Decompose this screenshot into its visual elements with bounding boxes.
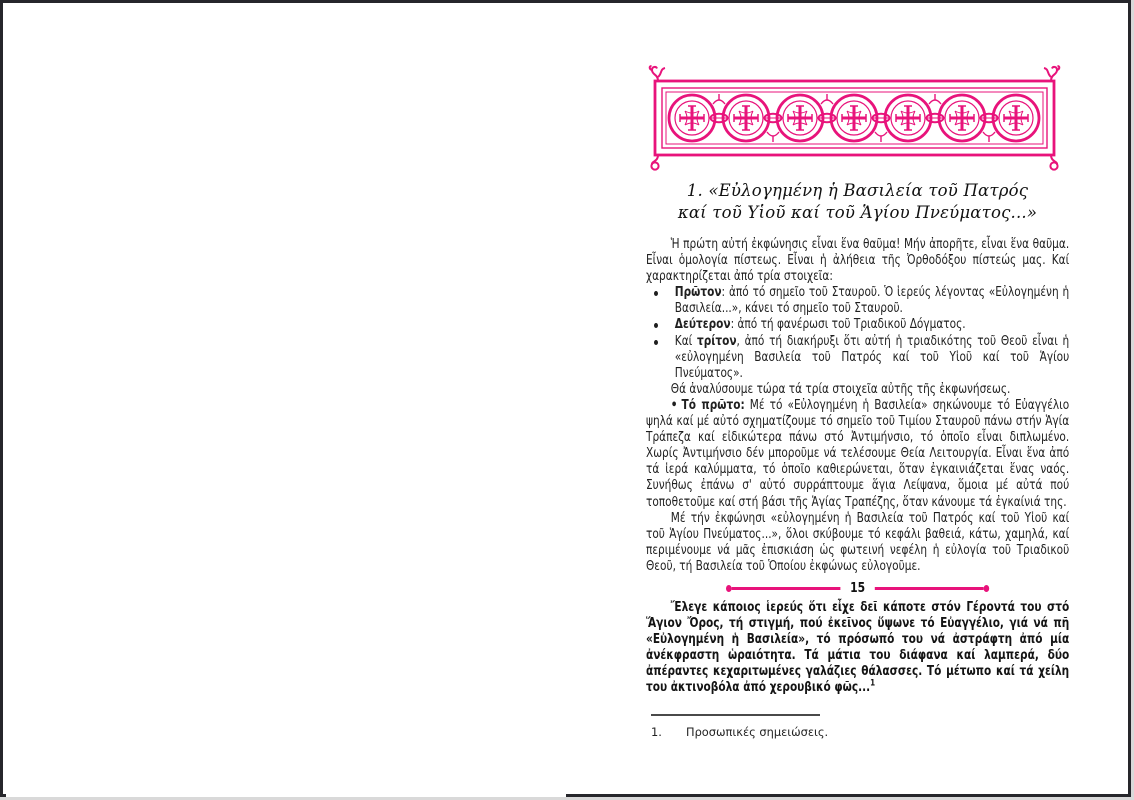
bullet-text: : ἀπό τό σημεῖο τοῦ Σταυροῦ. Ὁ ἱερεύς λέγοντας «Εὐλογημένη ἡ Βασιλεία...», κάνει τό σημεῖο τοῦ Σταυροῦ. [674, 285, 1070, 317]
list-item [646, 285, 1069, 317]
bullet-list [646, 285, 1069, 382]
chapter-title-line2: καί τοῦ Υἱοῦ καί τοῦ Ἁγίου Πνεύματος...» [677, 203, 1038, 222]
bullet-text: , ἀπό τή διακήρυξι ὅτι αὐτή ἡ τριαδικότης τοῦ Θεοῦ εἶναι ἡ «εὐλογημένη Βασιλεία τοῦ Πατρός καί τοῦ Υἱοῦ καί τοῦ Ἁγίου Πνεύματος». [674, 333, 1070, 381]
list-item [646, 334, 1069, 382]
page-number: 15 [850, 580, 866, 597]
knotwork-ornament-band-icon [648, 65, 1061, 171]
first-point-text: Μέ τό «Εὐλογημένη ἡ Βασιλεία» σηκώνουμε τό Εὐαγγέλιο ψηλά καί μέ αὐτό σχηματίζουμε τό σημεῖο τοῦ Τιμίου Σταυροῦ πάνω στήν Ἁγία Τράπεζα καί εἰδικώτερα πάνω στό Ἀντιμήνσιο, τό ὁποῖο εἶναι διπλωμένο. Χωρίς Ἀντιμήνσιο δέν μποροῦμε νά τελέσουμε Θεία Λειτουργία. Εἶναι ἕνα ἀπό τά ἱερά καλύμματα, τό ὁποῖο καθιερώνεται, ὅταν ἐγκαινιάζεται ἕνας ναός. Συνήθως ἐπάνω σ' αὐτό συρράπτουμε ἅγια Λείψανα, ὅμοια μέ αὐτά πού τοποθετοῦμε καί στή βάσι τῆς Ἁγίας Τραπέζης, ὅταν κάνουμε τά ἐγκαίνιά της. [646, 397, 1070, 510]
footnote-rule [651, 714, 820, 716]
footnote-line [651, 725, 1071, 739]
divider-line-left [732, 587, 841, 590]
quote-paragraph [646, 600, 1069, 697]
chapter-title-line1: 1. «Εὐλογημένη ἡ Βασιλεία τοῦ Πατρός [686, 181, 1029, 200]
footnote-block [651, 714, 1071, 739]
inline-bullet-glyph: • [670, 397, 678, 413]
bullet-dot-icon [654, 323, 658, 328]
list-item [646, 317, 1069, 333]
divider-line-right [875, 587, 984, 590]
page-number-divider [726, 580, 989, 597]
right-page [646, 65, 1069, 697]
paragraph-analysis: Θά ἀναλύσουμε τώρα τά τρία στοιχεῖα αὐτῆς τῆς ἐκφωνήσεως. [670, 381, 1011, 397]
quote-text: Ἔλεγε κάποιος ἱερεύς ὅτι εἶχε δεῖ κάποτε στόν Γέροντά του στό Ἅγιον Ὄρος, τή στιγμή, πού ἐκεῖνος ὕψωνε τό Εὐαγγέλιο, γιά νά πῆ «Εὐλογημένη ἡ Βασιλεία», τό πρόσωπό του νά ἀστράφτη ἀπό μία ἀνέκφραστη ὡραιότητα. Τά μάτια του διάφανα καί λαμπερά, δύο ἀπέραντες κεχαριτωμένες γαλάζιες θάλασσες. Τό μέτωπο καί τά χείλη του ἀκτινοβόλα ἀπό χερουβικό φῶς... [646, 599, 1070, 696]
left-page-blank [6, 6, 566, 797]
paragraph-bow: Μέ τήν ἐκφώνησι «εὐλογημένη ἡ Βασιλεία τοῦ Πατρός καί τοῦ Υἱοῦ καί τοῦ Ἁγίου Πνεύματος...», ὅλοι σκύβουμε τό κεφάλι βαθειά, κάτω, χαμηλά, καί περιμένουμε νά μᾶς ἐπισκιάση ὡς φωτεινή νεφέλη ἡ εὐλογία τοῦ Τριαδικοῦ Θεοῦ, τή Βασιλεία τοῦ Ὁποίου ἐκφώνως εὐλογοῦμε. [646, 510, 1070, 574]
body-text [646, 237, 1069, 697]
paragraph-first-point [646, 398, 1069, 511]
footnote-text: Προσωπικές σημειώσεις. [686, 724, 829, 739]
first-point-bold: Τό πρῶτο: [681, 397, 745, 413]
bullet-prefix: Καί [674, 333, 697, 349]
bullet-dot-icon [654, 340, 658, 345]
divider-dot-right-icon [984, 585, 990, 592]
bullet-text: : ἀπό τή φανέρωσι τοῦ Τριαδικοῦ Δόγματος. [730, 317, 966, 333]
paragraph-intro: Ἡ πρώτη αὐτή ἐκφώνησις εἶναι ἕνα θαῦμα! Μήν ἀπορῆτε, εἶναι ἕνα θαῦμα. Εἶναι ὁμολογία πίστεως. Εἶναι ἡ ἀλήθεια τῆς Ὀρθοδόξου πίστεώς μας. Καί χαρακτηρίζεται ἀπό τρία στοιχεῖα: [646, 237, 1070, 285]
bullet-bold-term: Πρῶτον [674, 285, 722, 301]
bullet-bold-term: Δεύτερον [674, 317, 731, 333]
chapter-title [646, 180, 1069, 224]
bullet-bold-term: τρίτον [696, 333, 737, 349]
footnote-marker: 1. [651, 724, 662, 739]
bullet-dot-icon [654, 291, 658, 296]
footnote-ref: 1 [870, 679, 876, 690]
